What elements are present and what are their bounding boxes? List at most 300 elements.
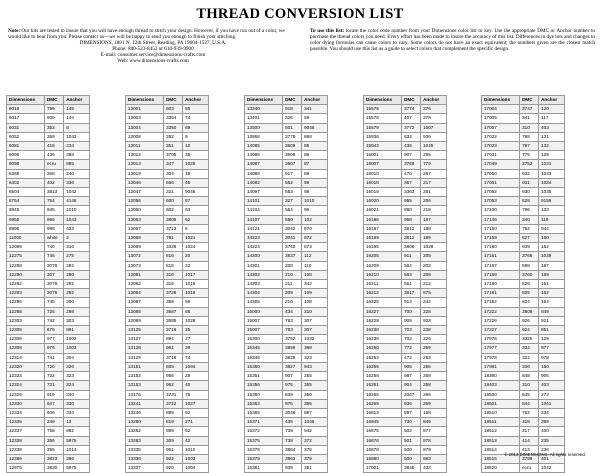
table-row [482,197,565,206]
dimensions-code: 14086 [245,151,283,160]
anchor-code: 400 [539,427,565,436]
anchor-code: 189 [421,234,447,243]
dmc-code: 3042 [283,224,302,233]
table-header-row [364,96,447,105]
anchor-code: 891 [64,326,90,335]
anchor-code: 8 [64,123,90,132]
dimensions-code: 12303 [7,316,45,325]
dmc-code: 738 [283,436,302,445]
dmc-code: 501 [402,436,421,445]
anchor-code: 150 [539,362,565,371]
anchor-code: 292 [64,261,90,270]
email-line[interactable]: E-mail: consumer.service@dimensions-crafts.com [100,52,206,59]
table-row [245,142,328,151]
dimensions-code: 16001 [364,151,402,160]
dmc-code: 502 [402,427,421,436]
anchor-code: 226 [421,335,447,344]
anchor-code: 188 [421,224,447,233]
dimensions-code: 16195 [364,243,402,252]
dimensions-code: 12323 [7,372,45,381]
dmc-code: 598 [520,261,539,270]
anchor-code: 307 [302,316,328,325]
dmc-code: 938 [283,464,302,473]
dimensions-code: 17981 [482,362,520,371]
dimensions-code: 17005 [482,114,520,123]
anchor-code: 28 [183,372,209,381]
dmc-code: 564 [402,261,421,270]
table-row [7,418,90,427]
dmc-code: 3609 [283,142,302,151]
table-row [245,289,328,298]
column-header: Dimensions [7,96,45,105]
anchor-code: 112 [302,252,328,261]
anchor-code: 943 [302,362,328,371]
table-row [245,280,328,289]
table-row [245,243,328,252]
dimensions-code: 13152 [126,372,164,381]
dimensions-code: 15000 [245,307,283,316]
table-row [482,234,565,243]
dmc-code: 210 [283,270,302,279]
anchor-code: 1033 [539,169,565,178]
dimensions-code: 13063 [126,215,164,224]
dmc-code: 947 [44,399,63,408]
dimensions-code: 14101 [245,197,283,206]
dmc-code: 402 [44,178,63,187]
dimensions-code: 18520 [482,464,520,473]
dimensions-code: 14301 [245,261,283,270]
table-row [245,372,328,381]
conversion-table [244,95,328,473]
dmc-code: 815 [164,261,183,270]
table-row [7,105,90,114]
table-row [245,206,328,215]
dimensions-code: 16258 [364,372,402,381]
anchor-code: 168 [421,408,447,417]
dmc-code: 322 [520,353,539,362]
dimensions-code: 15576 [364,105,402,114]
dimensions-code: 17169 [482,270,520,279]
dimensions-code: 13047 [126,188,164,197]
table-row [482,408,565,417]
dmc-code: 907 [283,372,302,381]
dmc-code: 3078 [44,280,63,289]
table-row [7,307,90,316]
table-row [7,123,90,132]
dimensions-code: 17146 [482,215,520,224]
anchor-code: 977 [539,344,565,353]
table-row [7,381,90,390]
dimensions-code: 14085 [245,142,283,151]
table-row [482,307,565,316]
dmc-code: 3830 [44,464,63,473]
dimensions-code: 14089 [245,169,283,178]
dmc-code: 645 [520,390,539,399]
table-row [245,399,328,408]
column-header: DMC [520,96,539,105]
dimensions-code: 15578 [364,114,402,123]
dimensions-code: 16018 [364,178,402,187]
table-header-row [482,96,565,105]
dmc-code: 3713 [164,224,183,233]
table-row [245,252,328,261]
anchor-code: 1032 [302,335,328,344]
dmc-code: 3354 [164,114,183,123]
anchor-code: 129 [539,335,565,344]
dimensions-code: 17004 [482,105,520,114]
dmc-code: 975 [283,399,302,408]
dimensions-code: 16239 [364,335,402,344]
dimensions-code: 13246 [126,408,164,417]
anchor-code: 9 [183,132,209,141]
dmc-code: 976 [44,344,63,353]
dimensions-code: 13019 [126,169,164,178]
table-row [245,307,328,316]
dmc-code: 809 [44,114,63,123]
table-row [245,445,328,454]
anchor-code: 63 [183,206,209,215]
table-row [245,169,328,178]
dmc-code: 3350 [164,123,183,132]
dmc-code: 783 [283,316,302,325]
dmc-code: 351 [164,142,183,151]
anchor-code: 1024 [183,243,209,252]
table-row [482,381,565,390]
anchor-code: 944 [539,224,565,233]
table-row [126,252,209,261]
dimensions-code: 13087 [126,298,164,307]
table-row [245,362,328,371]
anchor-code: 25 [183,326,209,335]
dimensions-code: 12306 [7,335,45,344]
table-row [364,261,447,270]
dimensions-code: 17023 [482,142,520,151]
table-row [364,188,447,197]
dimensions-code: 13003 [126,114,164,123]
dmc-code: 315 [164,280,183,289]
dmc-code: 824 [520,298,539,307]
dmc-code: 334 [520,344,539,353]
dimensions-code: 13069 [126,243,164,252]
dimensions-code: 13068 [126,234,164,243]
dimensions-code: 15371 [245,418,283,427]
anchor-code: 378 [421,114,447,123]
table-row [245,390,328,399]
table-row [364,289,447,298]
column-header: DMC [283,96,302,105]
anchor-code: 340 [64,390,90,399]
dimensions-code: 13282 [126,427,164,436]
anchor-code: 13 [64,418,90,427]
table-row [126,280,209,289]
table-row [126,132,209,141]
anchor-code: 355 [302,381,328,390]
anchor-code: 96 [302,206,328,215]
anchor-code: 206 [421,197,447,206]
dimensions-code: 14092 [245,178,283,187]
dimensions-code: 13046 [126,178,164,187]
table-row [245,178,328,187]
dimensions-code: 6017 [7,114,45,123]
anchor-code: 238 [421,326,447,335]
dimensions-code: 13082 [126,280,164,289]
anchor-code: 342 [302,280,328,289]
dmc-code: 848 [520,372,539,381]
dmc-code: ecru [44,160,63,169]
anchor-code: 76 [183,390,209,399]
anchor-code: 271 [183,418,209,427]
anchor-code: 69 [183,123,209,132]
table-row [245,316,328,325]
dmc-code: 3747 [520,105,539,114]
anchor-code: 873 [302,243,328,252]
dmc-code: 435 [283,418,302,427]
dimensions-code: 17150 [482,224,520,233]
dmc-code: 317 [520,427,539,436]
table-row [245,261,328,270]
anchor-code: 118 [539,215,565,224]
phone-line: Phone: 800-523-8452 or 610-939-9900 [112,46,194,53]
dimensions-code: 18511 [482,418,520,427]
dmc-code: 913 [402,298,421,307]
table-row [245,132,328,141]
contact-note [8,28,298,65]
anchor-code: 298 [64,307,90,316]
dimensions-code: 16845 [364,418,402,427]
dimensions-code: 15351 [245,372,283,381]
dmc-code: 775 [520,151,539,160]
table-row [364,243,447,252]
table-row [7,151,90,160]
table-row [126,399,209,408]
dimensions-code: 16205 [364,252,402,261]
anchor-code: 108 [302,270,328,279]
dmc-code: 3799 [520,454,539,463]
anchor-code: 304 [64,353,90,362]
table-row [364,114,447,123]
dimensions-code: 17051 [482,178,520,187]
dimensions-code: 13073 [126,261,164,270]
dmc-code: 3731 [164,390,183,399]
table-header-row [7,96,90,105]
anchor-code: 1045 [421,142,447,151]
anchor-code: 35 [183,151,209,160]
table-row [245,114,328,123]
anchor-code: 145 [64,105,90,114]
anchor-code: 269 [421,399,447,408]
dimensions-code: 12338 [7,436,45,445]
dimensions-code: 14302 [245,270,283,279]
table-row [245,234,328,243]
dimensions-code: 17160 [482,243,520,252]
anchor-code: 307 [302,326,328,335]
dmc-code: 501 [283,123,302,132]
dimensions-code: 15372 [245,427,283,436]
dimensions-code: 15345 [245,344,283,353]
table-row [7,280,90,289]
dimensions-code: 18513 [482,436,520,445]
dimensions-code: 16227 [364,307,402,316]
dmc-code: 796 [520,206,539,215]
anchor-code: 381 [302,464,328,473]
dmc-code: 3808 [520,307,539,316]
anchor-code: 217 [421,178,447,187]
dimensions-code: 17222 [482,307,520,316]
dmc-code: 827 [520,234,539,243]
dmc-code: 917 [283,169,302,178]
dmc-code: 904 [402,381,421,390]
dmc-code: 3607 [283,160,302,169]
dimensions-code: 13056 [126,197,164,206]
page-title: THREAD CONVERSION LIST [196,6,404,22]
web-line[interactable]: Web: www.dimensions-crafts.com [117,58,189,65]
table-row [482,270,565,279]
dmc-code: 742 [44,316,63,325]
dmc-code: 3812 [402,224,421,233]
dmc-code: 356 [44,436,63,445]
table-row [126,427,209,436]
dmc-code: 209 [283,289,302,298]
dimensions-code: 16269 [364,399,402,408]
anchor-code: 906 [539,372,565,381]
table-row [7,224,90,233]
anchor-code: 161 [539,280,565,289]
anchor-code: 27 [183,335,209,344]
dmc-code: 721 [44,381,63,390]
dmc-code: 3752 [283,335,302,344]
dmc-code: 3046 [283,408,302,417]
dimensions-code: 6754 [7,197,45,206]
dmc-code: 932 [520,169,539,178]
table-row [7,362,90,371]
table-row [482,418,565,427]
dmc-code: 939 [520,243,539,252]
dmc-code: 597 [402,408,421,417]
dmc-code: 844 [520,399,539,408]
anchor-code: 372 [302,436,328,445]
dmc-code: 3863 [283,454,302,463]
anchor-code: 266 [421,390,447,399]
table-row [7,399,90,408]
dimensions-code: 16250 [364,344,402,353]
dmc-code: 3827 [283,362,302,371]
table-row [364,316,447,325]
column-header: Anchor [302,96,328,105]
anchor-code: 9046 [302,123,328,132]
dmc-code: 740 [44,243,63,252]
anchor-code: 99 [302,178,328,187]
dmc-code: 911 [402,252,421,261]
table-row [7,270,90,279]
dmc-code: 924 [520,326,539,335]
anchor-code: 5975 [64,436,90,445]
dmc-code: 702 [402,335,421,344]
dmc-code: 3716 [164,353,183,362]
table-row [482,252,565,261]
table-row [364,151,447,160]
dmc-code: 355 [44,445,63,454]
table-row [7,234,90,243]
column-header: Anchor [421,96,447,105]
dmc-code: 3766 [520,252,539,261]
table-row [482,280,565,289]
dmc-code: 828 [520,197,539,206]
dimensions-code: 6368 [7,169,45,178]
anchor-code: 109 [302,289,328,298]
table-row [126,169,209,178]
anchor-code: 240 [64,169,90,178]
dmc-code: 413 [520,445,539,454]
table-row [126,160,209,169]
dimensions-code: 15300 [245,335,283,344]
table-row [482,298,565,307]
dmc-code: 955 [402,197,421,206]
dmc-code: 906 [402,362,421,371]
anchor-code: 779 [421,160,447,169]
dimensions-code: 16225 [364,298,402,307]
anchor-code: 268 [421,372,447,381]
table-row [482,261,565,270]
dmc-code: 676 [44,326,63,335]
dmc-code: 839 [283,390,302,399]
table-row [364,418,447,427]
table-row [482,353,565,362]
dmc-code: 3760 [520,270,539,279]
dimensions-code: 13128 [126,344,164,353]
table-row [245,418,328,427]
conversion-table [481,95,565,473]
dmc-code: 730 [402,418,421,427]
dmc-code: 746 [44,252,63,261]
table-row [482,142,565,151]
dimensions-code: 14305 [245,298,283,307]
anchor-code: 323 [64,372,90,381]
anchor-code: 875 [421,289,447,298]
dimensions-code: 17050 [482,169,520,178]
table-row [126,215,209,224]
dimensions-code: 15375 [245,436,283,445]
table-row [126,114,209,123]
anchor-code: 235 [539,436,565,445]
dmc-code: 347 [164,160,183,169]
table-row [482,178,565,187]
dmc-code: 3806 [402,243,421,252]
anchor-code: 68 [183,307,209,316]
anchor-code: 1035 [539,188,565,197]
dimensions-code: 13283 [126,436,164,445]
table-row [7,408,90,417]
dimensions-code: 14304 [245,289,283,298]
dmc-code: 951 [164,445,183,454]
dmc-code: 797 [520,142,539,151]
anchor-code: 376 [302,445,328,454]
column-header: Dimensions [245,96,283,105]
table-row [364,270,447,279]
table-row [7,326,90,335]
conversion-column [363,95,447,473]
dimensions-code: 16019 [364,188,402,197]
anchor-code: 144 [64,114,90,123]
dimensions-code: 13072 [126,252,164,261]
copyright: © 2013 DIMENSIONS. All rights reserved. [504,452,586,457]
anchor-code: 102 [302,215,328,224]
dmc-code: 434 [283,307,302,316]
dimensions-code: 13001 [126,105,164,114]
dimensions-code: 18510 [482,408,520,417]
anchor-code: 887 [302,408,328,417]
table-row [364,224,447,233]
dmc-code: 632 [402,132,421,141]
